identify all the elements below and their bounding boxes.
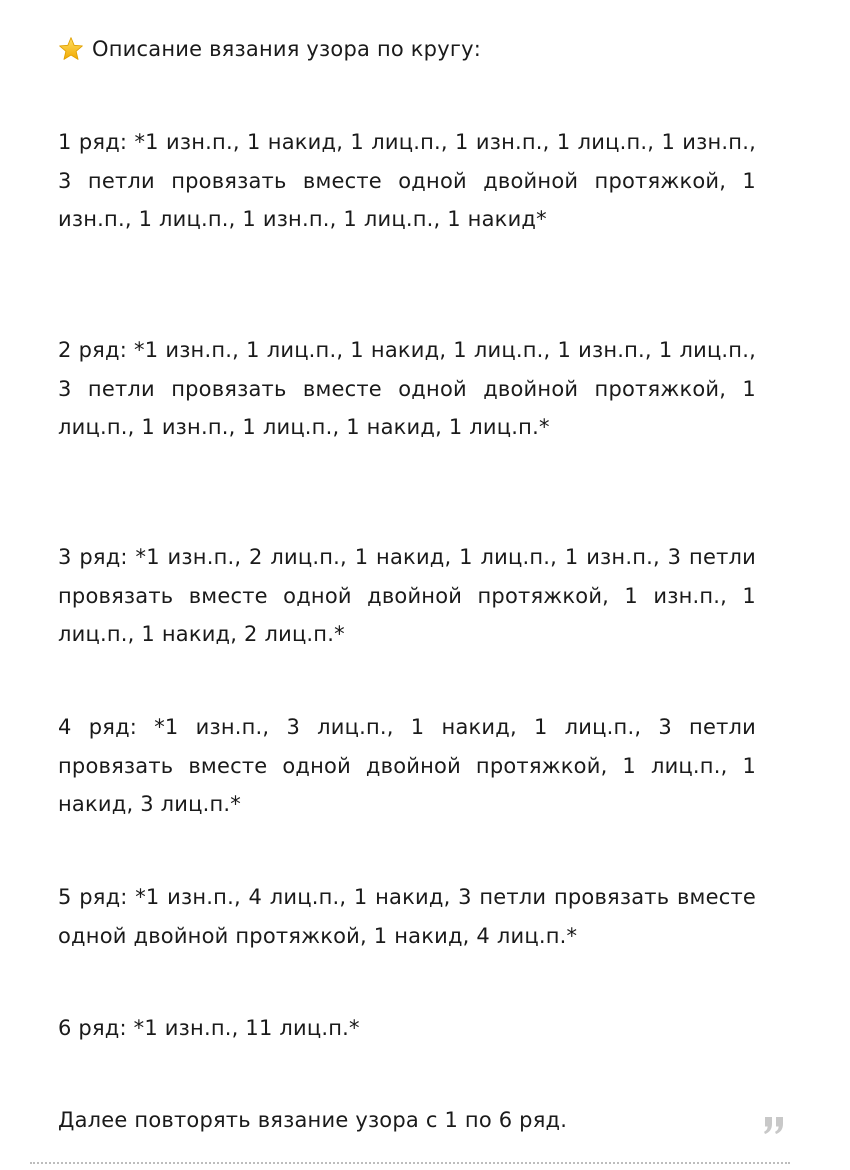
heading-text: Описание вязания узора по кругу: bbox=[92, 37, 481, 61]
row-2-instruction: 2 ряд: *1 изн.п., 1 лиц.п., 1 накид, 1 лиц.п., 1 изн.п., 1 лиц.п., 3 петли провязать вместе одной двойной протяжкой, 1 лиц.п., 1 изн.п., 1 лиц.п., 1 накид, 1 лиц.п.* bbox=[58, 338, 756, 439]
row-1-instruction: 1 ряд: *1 изн.п., 1 накид, 1 лиц.п., 1 изн.п., 1 лиц.п., 1 изн.п., 3 петли провязать вместе одной двойной протяжкой, 1 изн.п., 1 лиц.п., 1 изн.п., 1 лиц.п., 1 накид* bbox=[58, 130, 756, 231]
closing-quote-icon bbox=[762, 1114, 786, 1136]
row-6-instruction: 6 ряд: *1 изн.п., 11 лиц.п.* bbox=[58, 1016, 360, 1040]
repeat-instruction: Далее повторять вязание узора с 1 по 6 ряд. bbox=[58, 1108, 568, 1132]
row-5-instruction: 5 ряд: *1 изн.п., 4 лиц.п., 1 накид, 3 петли провязать вместе одной двойной протяжкой, 1 накид, 4 лиц.п.* bbox=[58, 885, 756, 948]
row-3-instruction: 3 ряд: *1 изн.п., 2 лиц.п., 1 накид, 1 лиц.п., 1 изн.п., 3 петли провязать вместе одной двойной протяжкой, 1 изн.п., 1 лиц.п., 1 накид, 2 лиц.п.* bbox=[58, 545, 756, 646]
row-4-instruction: 4 ряд: *1 изн.п., 3 лиц.п., 1 накид, 1 лиц.п., 3 петли провязать вместе одной двойной протяжкой, 1 лиц.п., 1 накид, 3 лиц.п.* bbox=[58, 715, 756, 816]
pattern-heading bbox=[58, 34, 481, 64]
star-icon bbox=[58, 36, 84, 62]
dotted-divider bbox=[30, 1162, 790, 1164]
